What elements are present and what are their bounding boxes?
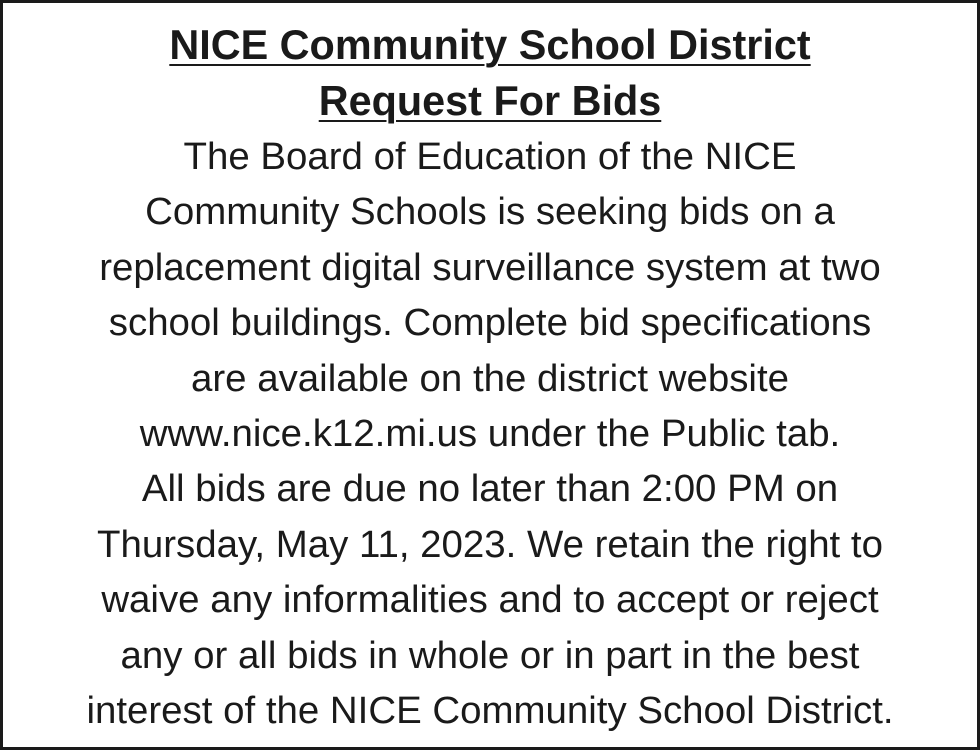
body-line: are available on the district website bbox=[191, 356, 789, 400]
body-line: replacement digital surveillance system at two bbox=[99, 245, 881, 289]
body-line-date: Thursday, May 11, 2023. We retain the right to bbox=[97, 522, 883, 566]
body-line-deadline: All bids are due no later than 2:00 PM on bbox=[141, 467, 839, 511]
body-line: waive any informalities and to accept or reject bbox=[101, 578, 879, 622]
body-line: The Board of Education of the NICE bbox=[183, 135, 797, 178]
body-line: school buildings. Complete bid specifications bbox=[108, 301, 872, 345]
notice-title-line bbox=[3, 17, 977, 73]
notice-content bbox=[3, 17, 977, 738]
notice-subtitle-line bbox=[3, 73, 977, 129]
body-line: interest of the NICE Community School District. bbox=[86, 689, 894, 733]
notice-title: NICE Community School District bbox=[169, 22, 811, 68]
body-line: any or all bids in whole or in part in the best bbox=[120, 633, 860, 677]
body-line: Community Schools is seeking bids on a bbox=[145, 190, 835, 234]
body-line-website: www.nice.k12.mi.us under the Public tab. bbox=[139, 412, 841, 456]
notice-subtitle: Request For Bids bbox=[318, 78, 662, 124]
